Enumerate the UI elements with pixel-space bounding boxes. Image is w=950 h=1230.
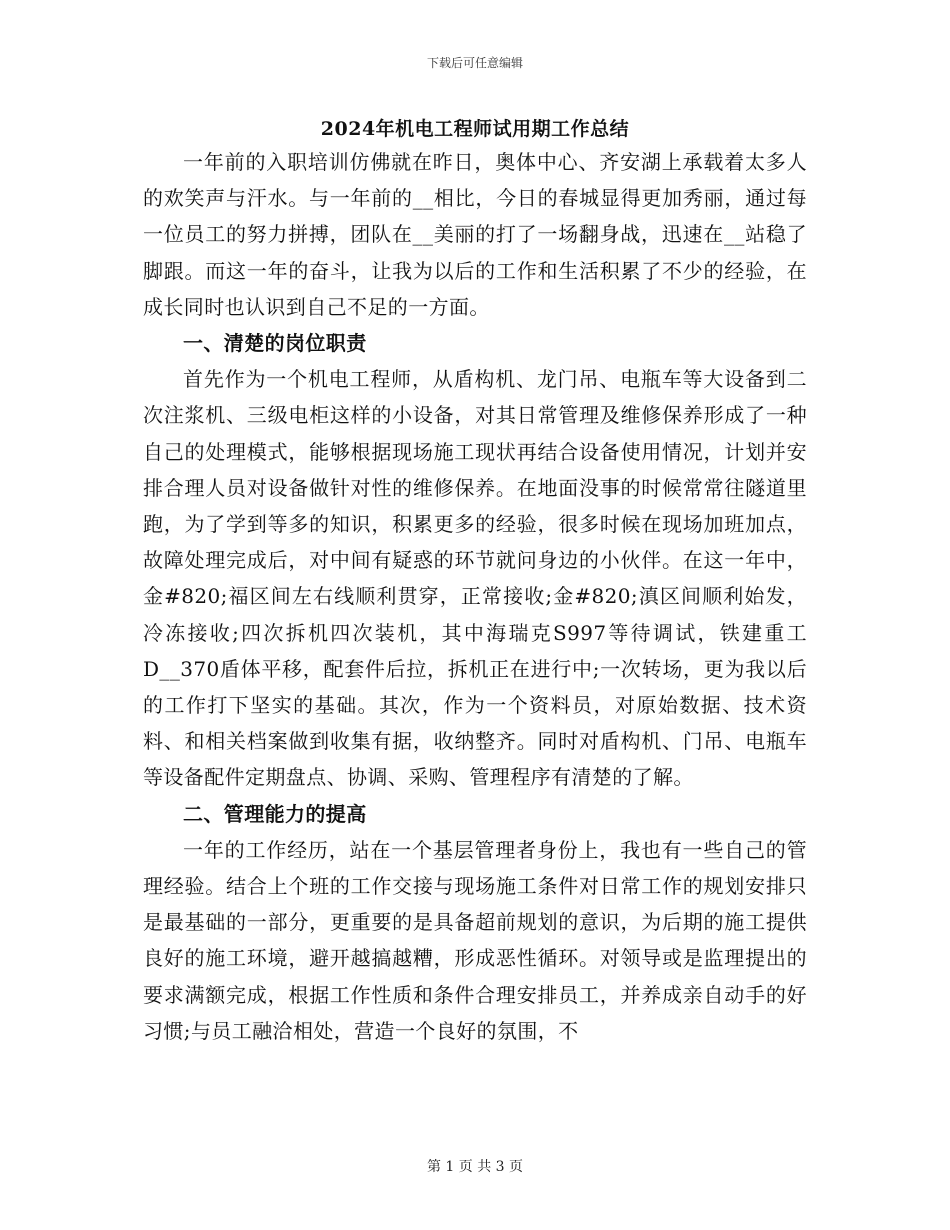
page-header-note: 下载后可任意编辑 xyxy=(426,56,523,70)
intro-paragraph: 一年前的入职培训仿佛就在昨日，奥体中心、齐安湖上承载着太多人的欢笑声与汗水。与一年前的__相比，今日的春城显得更加秀丽，通过每一位员工的努力拼搏，团队在__美丽的打了一场翻身战，迅速在__站稳了脚跟。而这一年的奋斗，让我为以后的工作和生活积累了不少的经验，在成长同时也认识到自己不足的一方面。 xyxy=(143,150,807,319)
document-title: 2024年机电工程师试用期工作总结 xyxy=(320,118,630,140)
section-paragraph-management: 一年的工作经历，站在一个基层管理者身份上，我也有一些自己的管理经验。结合上个班的工作交接与现场施工条件对日常工作的规划安排只是最基础的一部分，更重要的是具备超前规划的意识，为后期的施工提供良好的施工环境，避开越搞越糟，形成恶性循环。对领导或是监理提出的要求满额完成，根据工作性质和条件合理安排员工，并养成亲自动手的好习惯;与员工融洽相处，营造一个良好的氛围，不 xyxy=(143,837,807,1043)
section-heading-job-duties: 一、清楚的岗位职责 xyxy=(183,331,367,356)
section-paragraph-job-duties: 首先作为一个机电工程师，从盾构机、龙门吊、电瓶车等大设备到二次注浆机、三级电柜这样的小设备，对其日常管理及维修保养形成了一种自己的处理模式，能够根据现场施工现状再结合设备使用情况，计划并安排合理人员对设备做针对性的维修保养。在地面没事的时候常常往隧道里跑，为了学到等多的知识，积累更多的经验，很多时候在现场加班加点，故障处理完成后，对中间有疑惑的环节就问身边的小伙伴。在这一年中，金#820;福区间左右线顺利贯穿，正常接收;金#820;滇区间顺利始发，冷冻接收;四次拆机四次装机，其中海瑞克S997等待调试，铁建重工D__370盾体平移，配套件后拉，拆机正在进行中;一次转场，更为我以后的工作打下坚实的基础。其次，作为一个资料员，对原始数据、技术资料、和相关档案做到收集有据，收纳整齐。同时对盾构机、门吊、电瓶车等设备配件定期盘点、协调、采购、管理程序有清楚的了解。 xyxy=(143,367,807,790)
section-heading-management: 二、管理能力的提高 xyxy=(183,801,367,826)
document-body xyxy=(143,144,807,1049)
page-number-footer: 第 1 页 共 3 页 xyxy=(426,1159,524,1175)
